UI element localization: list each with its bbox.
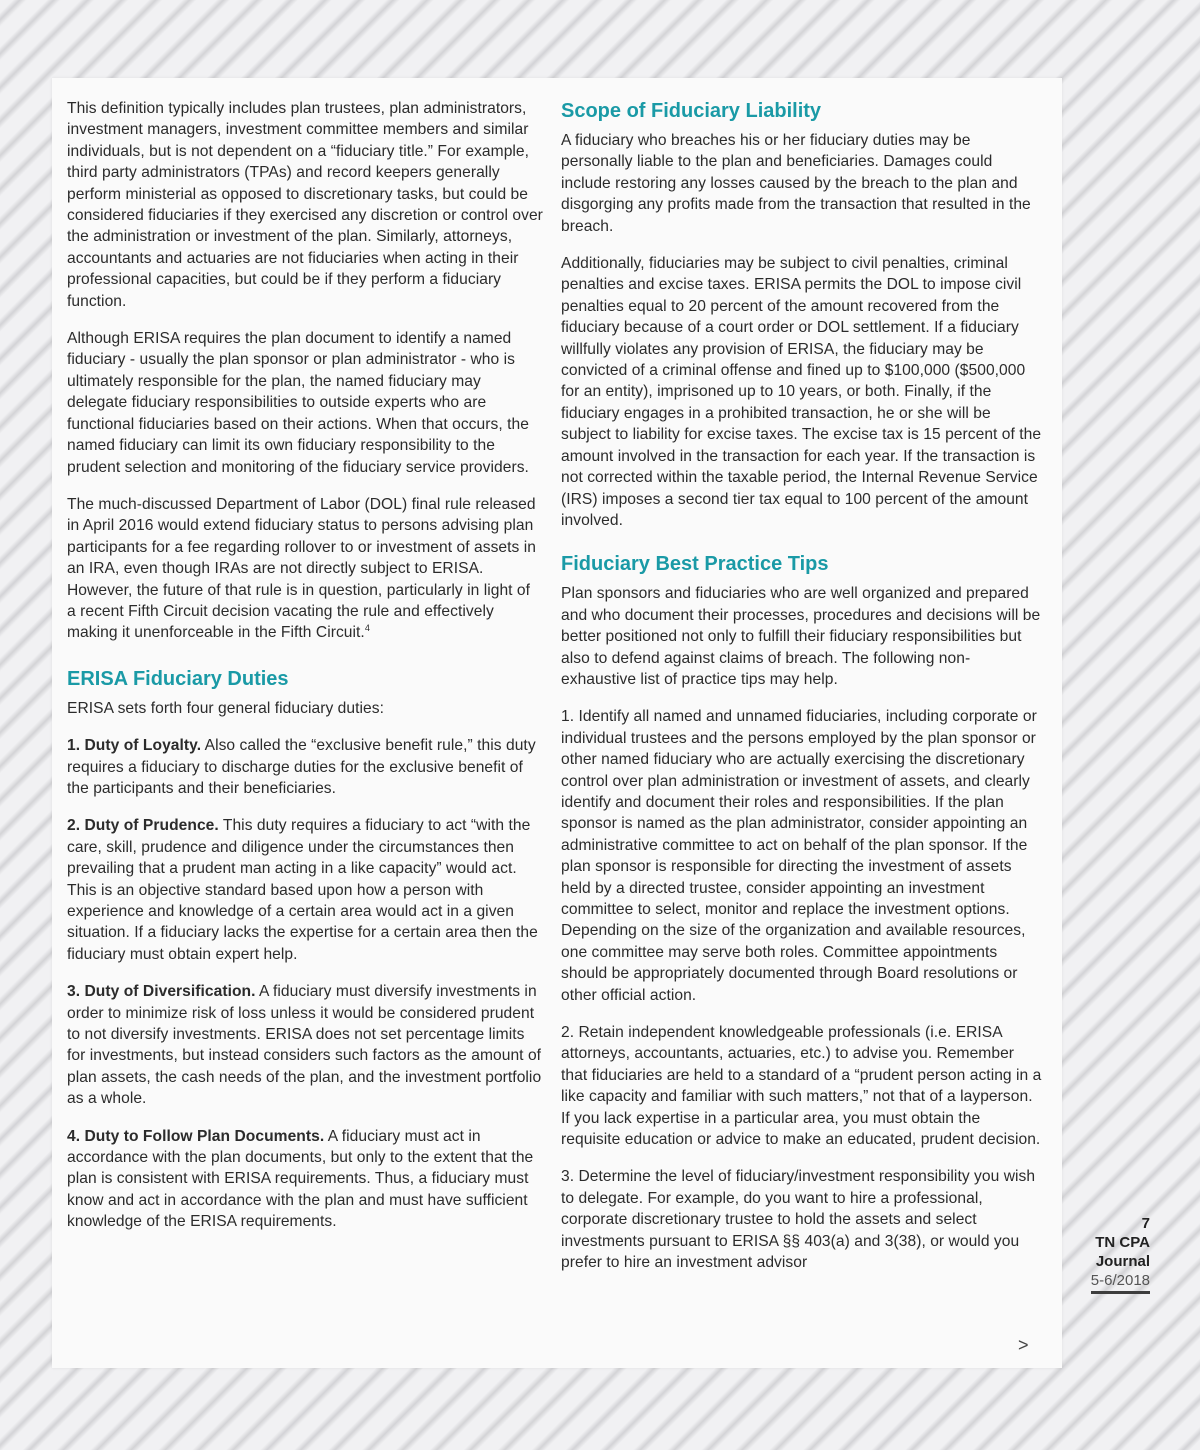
paragraph-scope-liability: A fiduciary who breaches his or her fiduciary duties may be personally liable to the plan and beneficiaries. Damages could include restoring any losses caused by the breach to the plan and disgorging any profits made from the transaction that resulted in the breach. <box>561 132 1031 235</box>
paragraph-named-fiduciary: Although ERISA requires the plan document to identify a named fiduciary - usually the plan sponsor or plan administrator - who is ultimately responsible for the plan, the named fiduciary may delegate fiduciary responsibilities to outside experts who are functional fiduciaries based on their actions. When that occurs, the named fiduciary can limit its own fiduciary responsibility to the prudent selection and monitoring of the fiduciary service providers. <box>67 330 529 476</box>
article-page <box>52 78 1062 1368</box>
paragraph-duty-loyalty <box>67 735 543 799</box>
right-column <box>561 98 1043 1290</box>
heading-scope-of-fiduciary-liability: Scope of Fiduciary Liability <box>561 100 822 122</box>
duty-prudence-title: 2. Duty of Prudence. <box>67 817 219 835</box>
paragraph-fiduciary-definition: This definition typically includes plan trustees, plan administrators, investment managers, investment committee members and similar individuals, but is not dependent on a “fiduciary title.” For example, third party administrators (TPAs) and record keepers generally perform ministerial as opposed to discretionary tasks, but could be considered fiduciaries if they exercised any discretion or control over the administration or investment of the plan. Similarly, attorneys, accountants and actuaries are not fiduciaries when acting in their professional capacities, but could be if they perform a fiduciary function. <box>67 100 543 310</box>
duty-plan-documents-text: A fiduciary must act in accordance with the plan documents, but only to the extent that the plan is consistent with ERISA requirements. Thus, a fiduciary must know and act in accordance with the plan and must have sufficient knowledge of the ERISA requirements. <box>67 1127 534 1231</box>
paragraph-tip-1: 1. Identify all named and unnamed fiduciaries, including corporate or individual trustees and the persons employed by the plan sponsor or other named fiduciary who are actually exercising the discretionary control over plan administration or investment of assets, and clearly identify and document their roles and responsibilities. If the plan sponsor is named as the plan administrator, consider appointing an administrative committee to act on behalf of the plan sponsor. If the plan sponsor is responsible for directing the investment of assets held by a directed trustee, consider appointing an investment committee to select, monitor and replace the investment options. Depending on the size of the organization and available resources, one committee may serve both roles. Committee appointments should be appropriately documented through Board resolutions or other official action. <box>561 708 1037 1004</box>
next-page-arrow-icon[interactable]: > <box>1018 1335 1029 1355</box>
paragraph-duties-intro: ERISA sets forth four general fiduciary duties: <box>67 699 384 717</box>
page-info <box>1070 1214 1150 1294</box>
paragraph-duty-prudence <box>67 815 543 965</box>
duty-loyalty-title: 1. Duty of Loyalty. <box>67 737 202 755</box>
issue-date: 5-6/2018 <box>1091 1271 1150 1294</box>
paragraph-tip-3: 3. Determine the level of fiduciary/investment responsibility you wish to delegate. For example, do you want to hire a professional, corporate discretionary trustee to hold the assets and select investments pursuant to ERISA §§ 403(a) and 3(38), or would you prefer to hire an investment advisor <box>561 1168 1036 1272</box>
publication-name-line1: TN CPA <box>1095 1234 1150 1251</box>
duty-prudence-text: This duty requires a fiduciary to act “with the care, skill, prudence and diligence under the circumstances then prevailing that a prudent man acting in a like capacity” would act. This is an objective standard based upon how a person with experience and knowledge of a certain area would act in a given situation. If a fiduciary lacks the expertise for a certain area then the fiduciary must obtain expert help. <box>67 817 538 963</box>
duty-loyalty-text: Also called the “exclusive benefit rule,” this duty requires a fiduciary to discharge duties for the exclusive benefit of the participants and their beneficiaries. <box>67 737 536 797</box>
duty-diversification-title: 3. Duty of Diversification. <box>67 983 256 1001</box>
page-number: 7 <box>1141 1215 1150 1232</box>
duty-diversification-text: A fiduciary must diversify investments in order to minimize risk of loss unless it would be considered prudent to not diversify investments. ERISA does not set percentage limits for investments, but instead considers such factors as the amount of plan assets, the cash needs of the plan, and the investment portfolio as a whole. <box>67 983 542 1108</box>
paragraph-tips-intro: Plan sponsors and fiduciaries who are well organized and prepared and who document their processes, procedures and decisions will be better positioned not only to fulfill their fiduciary responsibilities but also to defend against claims of breach. The following non-exhaustive list of practice tips may help. <box>561 585 1041 688</box>
footnote-marker: 4 <box>364 623 370 634</box>
paragraph-dol-rule <box>67 494 543 644</box>
heading-fiduciary-best-practice-tips: Fiduciary Best Practice Tips <box>561 553 829 576</box>
paragraph-penalties: Additionally, fiduciaries may be subject to civil penalties, criminal penalties and excise taxes. ERISA permits the DOL to impose civil penalties equal to 20 percent of the amount recovered from the fiduciary because of a court order or DOL settlement. If a fiduciary willfully violates any provision of ERISA, the fiduciary may be convicted of a criminal offense and fined up to $100,000 ($500,000 for an entity), imprisoned up to 10 years, or both. Finally, if the fiduciary engages in a prohibited transaction, he or she will be subject to liability for excise taxes. The excise tax is 15 percent of the amount involved in the transaction for each year. If the transaction is not corrected within the taxable period, the Internal Revenue Service (IRS) imposes a second tier tax equal to 100 percent of the amount involved. <box>561 255 1042 529</box>
paragraph-duty-plan-documents <box>67 1126 543 1233</box>
heading-erisa-fiduciary-duties: ERISA Fiduciary Duties <box>67 667 289 690</box>
paragraph-duty-diversification <box>67 981 543 1109</box>
publication-name-line2: Journal <box>1095 1253 1150 1270</box>
paragraph-tip-2: 2. Retain independent knowledgeable professionals (i.e. ERISA attorneys, accountants, actuaries, etc.) to advise you. Remember that fiduciaries are held to a standard of a “prudent person acting in a like capacity and familiar with such matters,” not that of a layperson. If you lack expertise in a particular area, you must obtain the requisite education or advice to make an educated, prudent decision. <box>561 1024 1042 1149</box>
left-column <box>67 98 543 1249</box>
duty-plan-documents-title: 4. Duty to Follow Plan Documents. <box>67 1127 325 1145</box>
dol-rule-text: The much-discussed Department of Labor (DOL) final rule released in April 2016 would extend fiduciary status to persons advising plan participants for a fee regarding rollover to or investment of assets in an IRA, even though IRAs are not directly subject to ERISA. However, the future of that rule is in question, particularly in light of a recent Fifth Circuit decision vacating the rule and effectively making it unenforceable in the Fifth Circuit. <box>67 495 536 642</box>
